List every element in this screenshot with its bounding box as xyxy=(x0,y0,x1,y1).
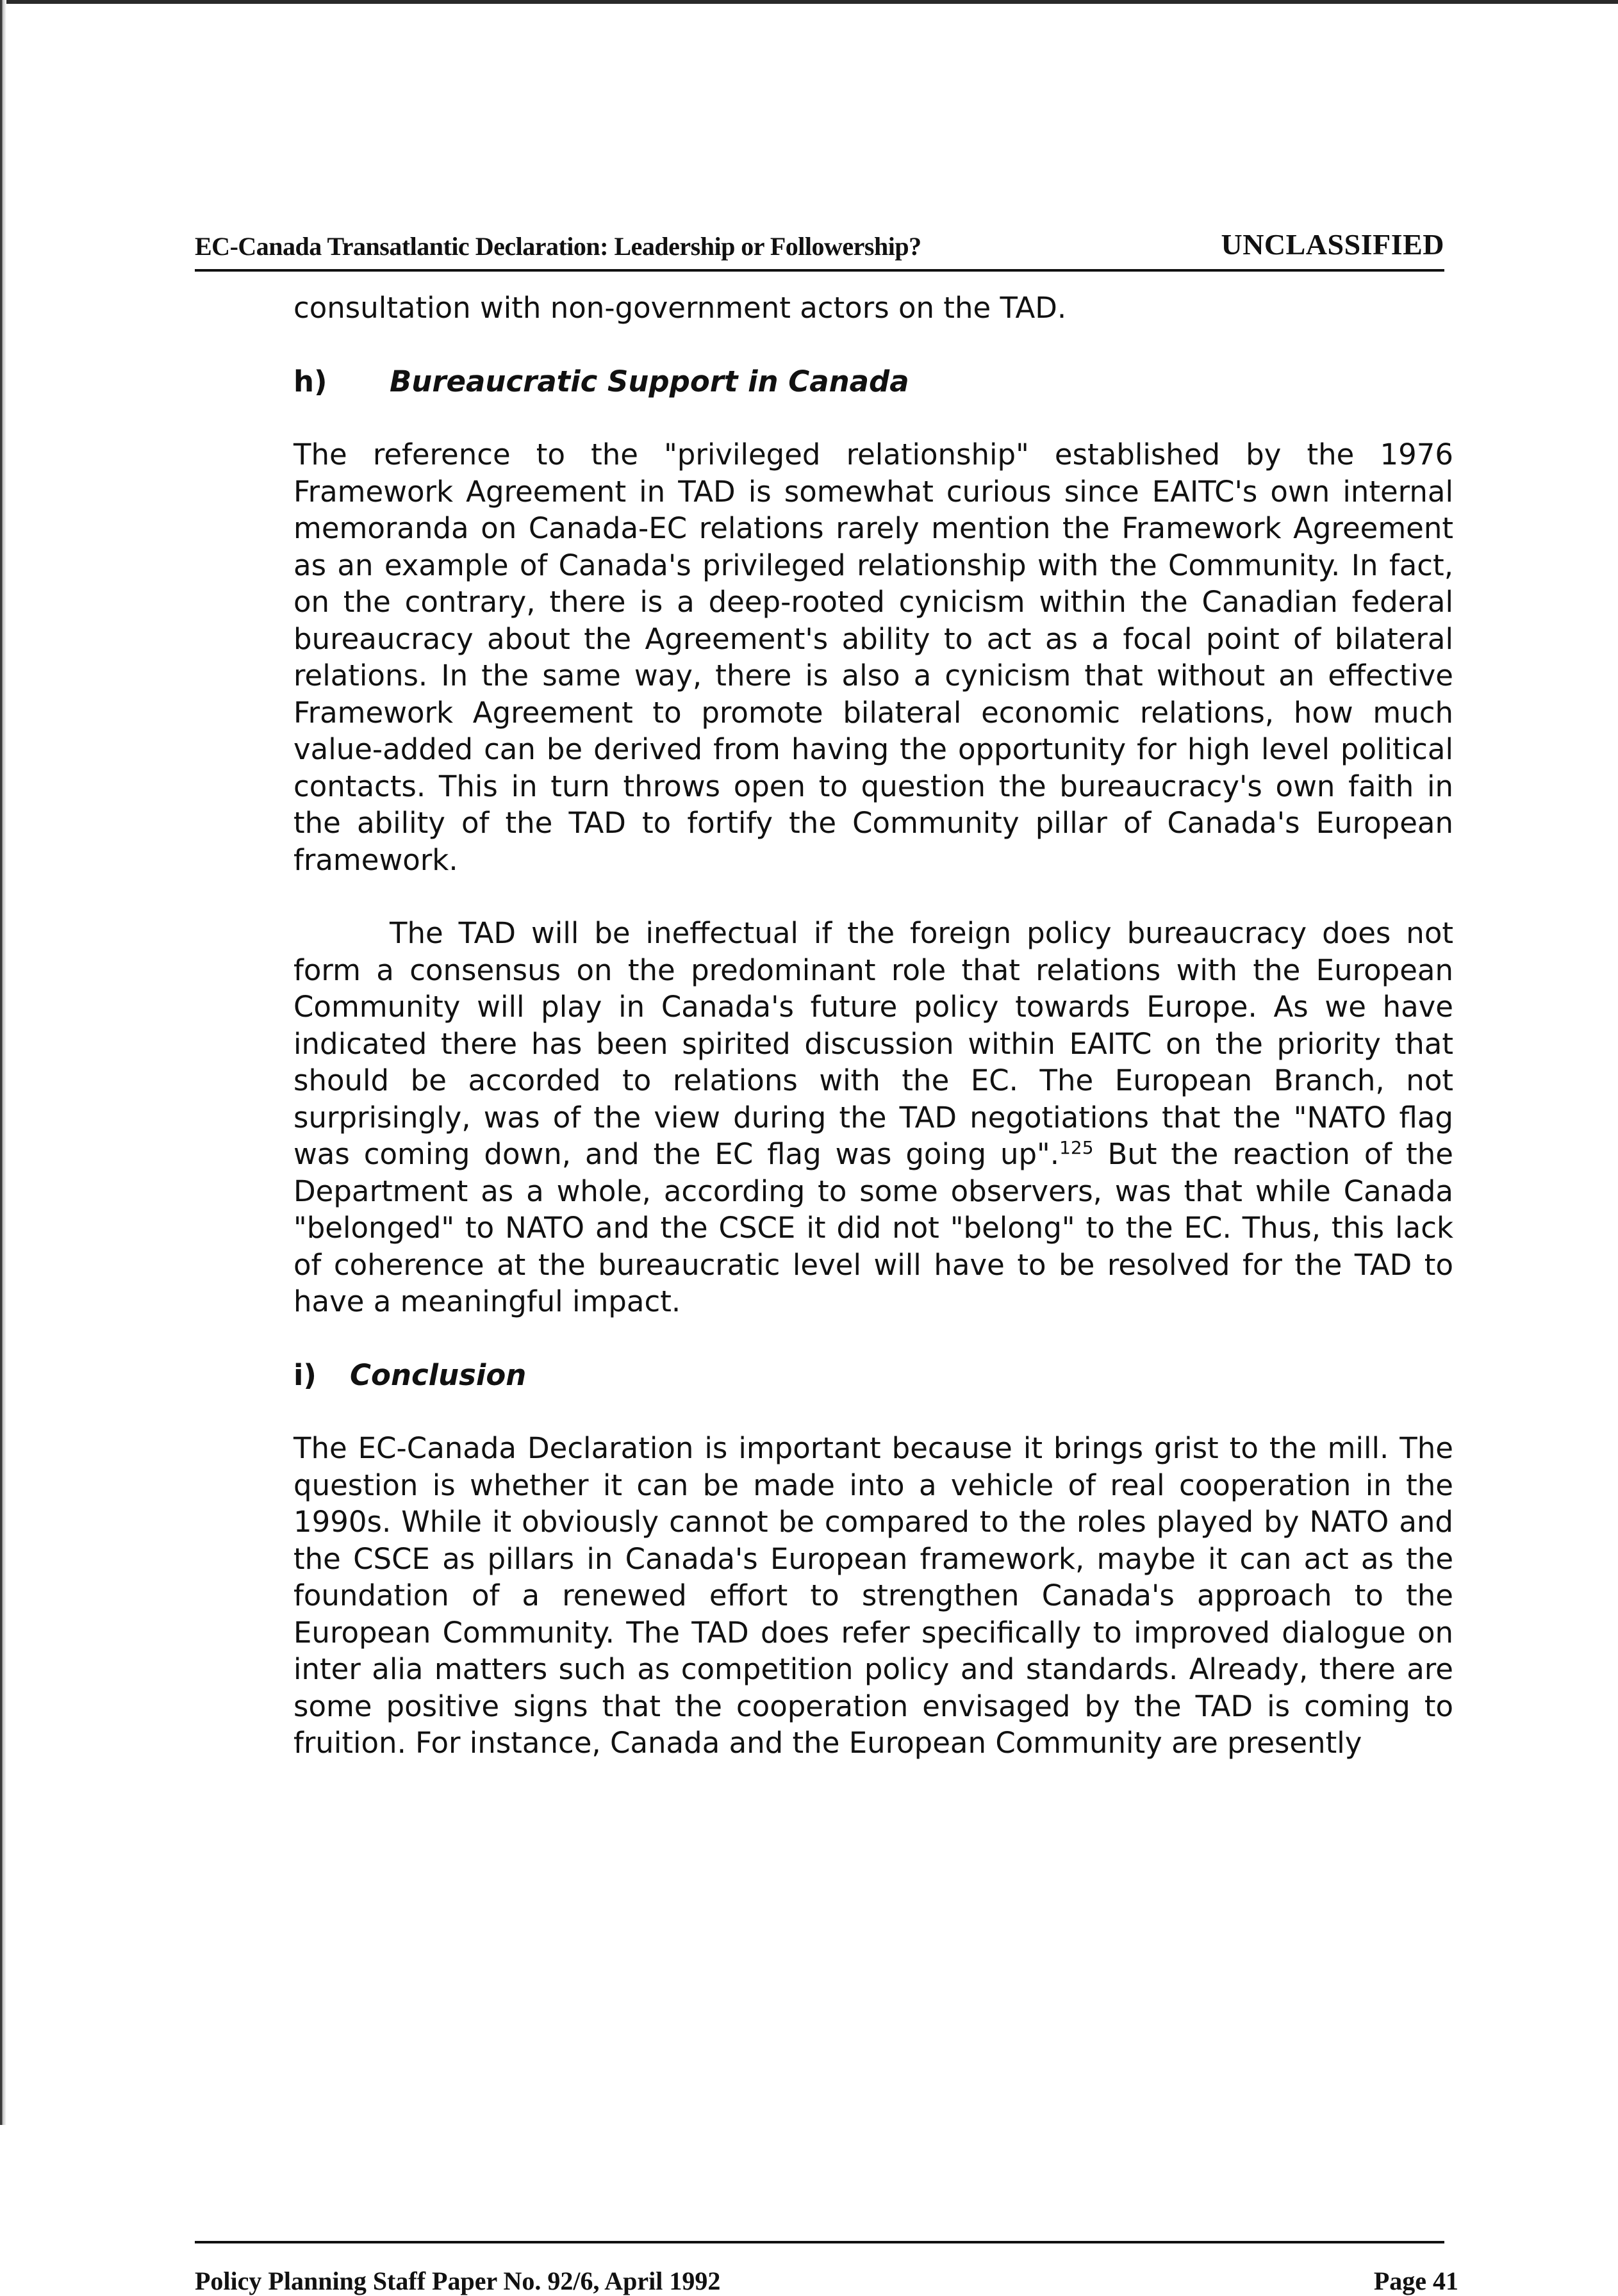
paragraph-text: The TAD will be ineffectual if the foreign policy bureaucracy does not form a consensus on the predominant role that relations with the European Community will play in Canada's future policy towards Europe. As we have indicated there has been spirited discussion within EAITC on the priority that should be accorded to relations with the EC. The European Branch, not surprisingly, was of the view during the TAD negotiations that the "NATO flag was coming down, and the EC flag was going up". xyxy=(293,916,1453,1171)
section-heading-h xyxy=(293,363,1453,400)
footer-rule xyxy=(195,2241,1444,2243)
header-rule xyxy=(195,269,1444,272)
page-body xyxy=(293,290,1453,1762)
scan-edge-left xyxy=(0,0,6,2125)
section-label: i) xyxy=(293,1357,317,1392)
continuation-paragraph: consultation with non-government actors on the TAD. xyxy=(293,291,1067,325)
document-title: EC-Canada Transatlantic Declaration: Leadership or Followership? xyxy=(195,232,921,261)
paragraph-text: But the reaction of the Department as a whole, according to some observers, was that while Canada "belonged" to NATO and the CSCE it did not "belong" to the EC. Thus, this lack of coherence at the bureaucratic level will have to be resolved for the TAD to have a meaningful impact. xyxy=(293,1137,1453,1318)
paper-reference: Policy Planning Staff Paper No. 92/6, April 1992 xyxy=(195,2267,721,2295)
paragraph xyxy=(293,915,1453,1320)
section-title: Conclusion xyxy=(350,1357,527,1392)
paragraph: The reference to the "privileged relationship" established by the 1976 Framework Agreement in TAD is somewhat curious since EAITC's own internal memoranda on Canada-EC relations rarely mention the Framework Agreement as an example of Canada's privileged relationship with the Community. In fact, on the contrary, there is a deep-rooted cynicism within the Canadian federal bureaucracy about the Agreement's ability to act as a focal point of bilateral relations. In the same way, there is also a cynicism that without an effective Framework Agreement to promote bilateral economic relations, how much value-added can be derived from having the opportunity for high level political contacts. This in turn throws open to question the bureaucracy's own faith in the ability of the TAD to fortify the Community pillar of Canada's European framework. xyxy=(293,438,1453,877)
section-title: Bureaucratic Support in Canada xyxy=(390,364,909,398)
classification-label: UNCLASSIFIED xyxy=(1221,228,1444,261)
footnote-ref: 125 xyxy=(1059,1137,1094,1158)
page-number: Page 41 xyxy=(1373,2267,1458,2295)
running-header xyxy=(195,226,1444,268)
section-heading-i xyxy=(293,1357,1453,1394)
section-label: h) xyxy=(293,364,327,398)
scan-edge-top xyxy=(0,0,1618,4)
paragraph: The EC-Canada Declaration is important because it brings grist to the mill. The question is whether it can be made into a vehicle of real cooperation in the 1990s. While it obviously cannot be compared to the roles played by NATO and the CSCE as pillars in Canada's European framework, maybe it can act as the foundation of a renewed effort to strengthen Canada's approach to the European Community. The TAD does refer specifically to improved dialogue on inter alia matters such as competition policy and standards. Already, there are some positive signs that the cooperation envisaged by the TAD is coming to fruition. For instance, Canada and the European Community are presently xyxy=(293,1431,1453,1760)
